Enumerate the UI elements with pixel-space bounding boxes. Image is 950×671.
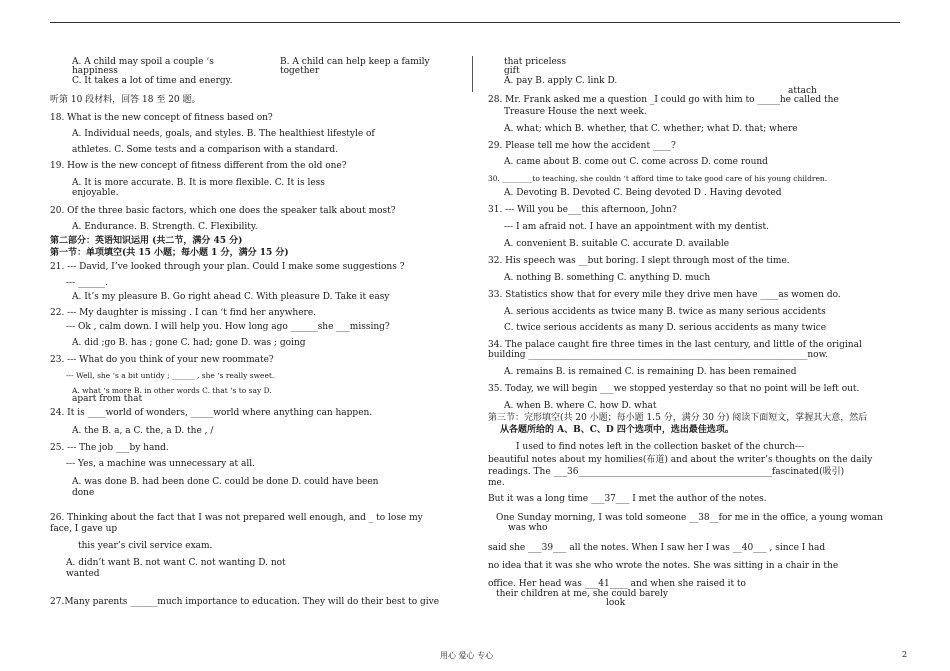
text-line: 20. Of the three basic factors, which one does the speaker talk about most? — [50, 206, 396, 216]
text-line: wanted — [66, 569, 100, 579]
text-line: attach — [788, 86, 817, 96]
text-line: 34. The palace caught fire three times in the last century, and little of the original — [488, 340, 862, 350]
text-line: --- Well, she ‘s a bit untidy ; ______ , she ‘s really sweet. — [66, 371, 275, 380]
text-line: that priceless — [504, 57, 567, 67]
text-line: said she ___39___ all the notes. When I saw her I was __40___ , since I had — [488, 543, 826, 553]
footer-slogan: 用心 爱心 专心 — [440, 651, 494, 660]
text-line: 27.Many parents ______much importance to education. They will do their best to give — [50, 597, 440, 607]
text-line: was who — [508, 523, 548, 533]
text-line: 25. --- The job ___by hand. — [50, 443, 169, 453]
text-line: 23. --- What do you think of your new roommate? — [50, 355, 274, 365]
text-line: A. Devoting B. Devoted C. Being devoted D . Having devoted — [504, 188, 782, 198]
text-line: --- Ok , calm down. I will help you. How long ago ______she ___missing? — [66, 322, 390, 332]
text-line: A. did ;go B. has ; gone C. had; gone D. was ; going — [72, 338, 306, 348]
text-line: C. twice serious accidents as many D. serious accidents as many twice — [504, 323, 827, 333]
text-line: 24. It is ____world of wonders, _____world where anything can happen. — [50, 408, 373, 418]
text-line: 31. --- Will you be___this afternoon, John? — [488, 205, 677, 215]
text-line: A. what ‘s more B. in other words C. that ‘s to say D. — [72, 386, 272, 395]
text-line: 28. Mr. Frank asked me a question _I could go with him to _____he called the — [488, 95, 839, 105]
text-line: A. Individual needs, goals, and styles. B. The healthiest lifestyle of — [72, 129, 375, 139]
text-line: --- Yes, a machine was unnecessary at all. — [66, 459, 255, 469]
text-line: building ______________________________________________________________now. — [488, 350, 829, 360]
text-line: A. nothing B. something C. anything D. much — [504, 273, 711, 283]
text-line: --- I am afraid not. I have an appointment with my dentist. — [504, 222, 769, 232]
text-line: A. serious accidents as twice many B. twice as many serious accidents — [504, 307, 826, 317]
text-line: 35. Today, we will begin ___we stopped yesterday so that no point will be left out. — [488, 384, 860, 394]
text-line: readings. The ___36___________________________________________fascinated(吸引) — [488, 467, 845, 477]
text-line: 第三节：完形填空(共 20 小题；每小题 1.5 分，满分 30 分) 阅读下面短文，掌握其大意，然后 — [488, 413, 868, 423]
text-line: 听第 10 段材料，回答 18 至 20 题。 — [50, 95, 201, 105]
text-line: office. Her head was ___41____ and when she raised it to — [488, 579, 746, 589]
text-line: A. when B. where C. how D. what — [504, 401, 657, 411]
text-line: face, I gave up — [50, 524, 118, 534]
text-line: 从各题所给的 A、B、C、D 四个选项中，选出最佳选项。 — [500, 425, 734, 435]
page-number: 2 — [902, 650, 908, 659]
text-line: A. It’s my pleasure B. Go right ahead C. With pleasure D. Take it easy — [72, 292, 390, 302]
text-line: 26. Thinking about the fact that I was not prepared well enough, and _ to lose my — [50, 513, 423, 523]
text-line: One Sunday morning, I was told someone __38__for me in the office, a young woman — [496, 513, 883, 523]
text-line: 21. --- David, I’ve looked through your plan. Could I make some suggestions ? — [50, 262, 405, 272]
text-line: A. didn’t want B. not want C. not wanting D. not — [66, 558, 286, 568]
text-line: A. was done B. had been done C. could be done D. could have been — [72, 477, 379, 487]
text-line: gift — [504, 66, 520, 76]
text-line: A. It is more accurate. B. It is more flexible. C. It is less — [72, 178, 325, 188]
text-line: A. the B. a, a C. the, a D. the , / — [72, 426, 214, 436]
text-line: A. pay B. apply C. link D. — [504, 76, 618, 86]
text-line: A. A child may spoil a couple ‘s — [72, 57, 214, 67]
text-line: 19. How is the new concept of fitness different from the old one? — [50, 161, 347, 171]
text-line: beautiful notes about my homilies(布道) and about the writer’s thoughts on the daily — [488, 455, 873, 465]
text-line: 第二部分：英语知识运用 (共二节，满分 45 分) — [50, 236, 243, 246]
text-line: A. Endurance. B. Strength. C. Flexibility. — [72, 222, 258, 232]
text-line: 22. --- My daughter is missing . I can ‘t find her anywhere. — [50, 308, 317, 318]
text-line: B. A child can help keep a family — [280, 57, 430, 67]
text-line: done — [72, 488, 95, 498]
column-divider — [472, 56, 473, 92]
text-line: A. convenient B. suitable C. accurate D. available — [504, 239, 730, 249]
header-rule — [50, 22, 900, 23]
text-line: 30. ________to teaching, she couldn ‘t afford time to take good care of his young children. — [488, 174, 828, 183]
text-line: 33. Statistics show that for every mile they drive men have ____as women do. — [488, 290, 841, 300]
text-line: me. — [488, 478, 505, 488]
text-line: 第一节：单项填空(共 15 小题；每小题 1 分，满分 15 分) — [50, 248, 289, 258]
text-line: --- ______. — [66, 278, 108, 288]
text-line: look — [606, 598, 626, 608]
text-line: 29. Please tell me how the accident ____? — [488, 141, 676, 151]
text-line: Treasure House the next week. — [504, 107, 647, 117]
text-line: enjoyable. — [72, 188, 119, 198]
text-line: together — [280, 66, 320, 76]
text-line: 18. What is the new concept of fitness based on? — [50, 113, 273, 123]
text-line: A. remains B. is remained C. is remaining D. has been remained — [504, 367, 797, 377]
text-line: no idea that it was she who wrote the notes. She was sitting in a chair in the — [488, 561, 839, 571]
text-line: apart from that — [72, 394, 143, 404]
text-line: their children at me, she could barely — [496, 589, 668, 599]
text-line: 32. His speech was __but boring. I slept through most of the time. — [488, 256, 790, 266]
text-line: C. It takes a lot of time and energy. — [72, 76, 233, 86]
text-line: A. came about B. come out C. come across D. come round — [504, 157, 768, 167]
text-line: A. what; which B. whether, that C. whether; what D. that; where — [504, 124, 798, 134]
text-line: I used to find notes left in the collection basket of the church--- — [516, 442, 805, 452]
text-line: this year’s civil service exam. — [78, 541, 213, 551]
text-line: But it was a long time ___37___ I met the author of the notes. — [488, 494, 767, 504]
text-line: athletes. C. Some tests and a comparison with a standard. — [72, 145, 339, 155]
text-line: happiness — [72, 66, 118, 76]
